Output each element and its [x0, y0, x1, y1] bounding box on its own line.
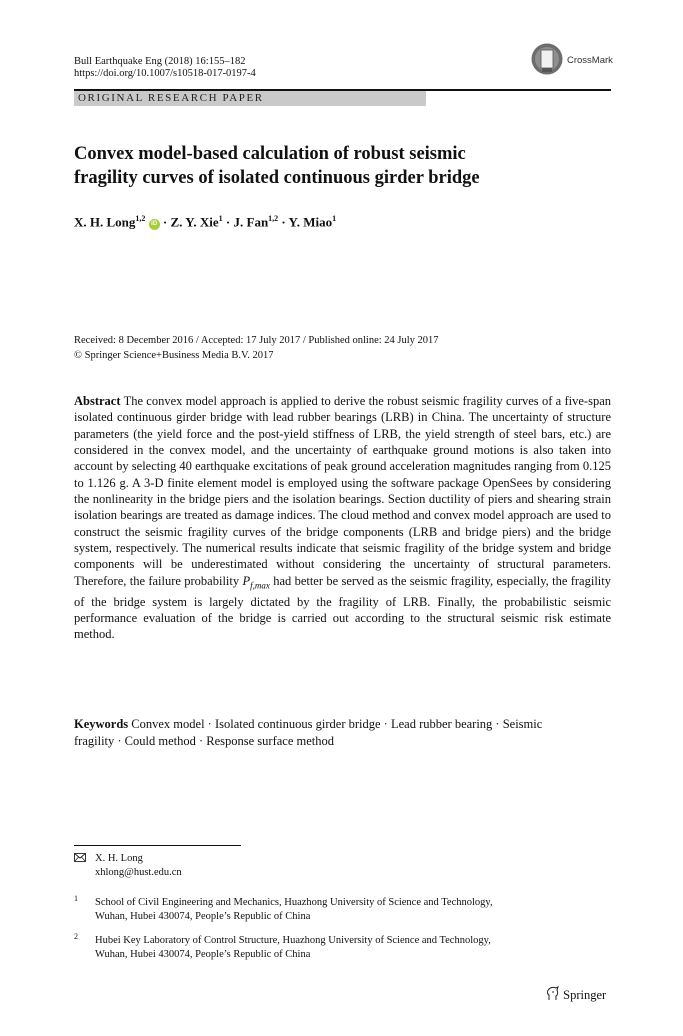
- keywords-text: Convex model · Isolated continuous girder bridge · Lead rubber bearing · Seismic fragility · Could method · Response surface method: [74, 717, 543, 748]
- publisher-logo: [546, 986, 606, 1003]
- affiliation-1: [95, 896, 595, 924]
- crossmark-icon[interactable]: [531, 43, 563, 75]
- journal-citation: Bull Earthquake Eng (2018) 16:155–182: [74, 56, 246, 67]
- dates-line: Received: 8 December 2016 / Accepted: 17 July 2017 / Published online: 24 July 2017: [74, 335, 439, 346]
- author-name[interactable]: Z. Y. Xie: [170, 214, 219, 230]
- author-name[interactable]: X. H. Long: [74, 214, 136, 230]
- keywords-label: Keywords: [74, 717, 129, 731]
- author-affiliation-sup: 1,2: [135, 214, 146, 223]
- envelope-icon[interactable]: [74, 853, 86, 862]
- doi-link[interactable]: https://doi.org/10.1007/s10518-017-0197-4: [74, 68, 256, 79]
- keywords: [74, 716, 544, 750]
- publication-dates: [74, 333, 439, 363]
- title-line-1: Convex model-based calculation of robust seismic: [74, 144, 466, 164]
- title-line-2: fragility curves of isolated continuous girder bridge: [74, 168, 480, 188]
- affiliation-line: Wuhan, Hubei 430074, People’s Republic of China: [95, 911, 311, 922]
- article-type-banner: [74, 91, 426, 106]
- affiliation-number: 1: [74, 894, 78, 903]
- affiliation-line: Wuhan, Hubei 430074, People’s Republic of China: [95, 949, 311, 960]
- copyright-line: © Springer Science+Business Media B.V. 2017: [74, 350, 274, 361]
- springer-horse-icon: [546, 986, 560, 1001]
- paper-title: [74, 142, 594, 190]
- abstract: [74, 393, 611, 643]
- abstract-text: had better be served as the seismic fragility, especially, the fragility of the bridge system is largely dictated by the fragility of LRB. Finally, the probabilistic seismic performance evaluation of the bridge is carried out according to the structural seismic risk estimate method.: [74, 573, 611, 642]
- crossmark-label[interactable]: CrossMark: [567, 55, 613, 66]
- author-list: X. H. Long$^{1,2}$ iD · Z. Y. Xie$^1$ · J. Fan$^{1,2}$ · Y. Miao$^1$: [74, 214, 337, 230]
- abstract-text: The convex model approach is applied to derive the robust seismic fragility curves of a five-span isolated continuous girder bridge with lead rubber bearings (LRB) in China. The uncertainty of structure parameters (the yield force and the post-yield stiffness of LRB, the yield strength of steel bars, etc.) are considered in the convex model, and the uncertainty of earthquake ground motions is also taken into account by selecting 40 earthquake excitations of peak ground acceleration magnitudes ranging from 0.125 to 1.126 g. A 3-D finite element model is employed using the software package OpenSees by considering the nonlinearity in the bridge piers and the isolation bearings. Section ductility of piers and shearing strain isolation bearings are treated as damage indices. The cloud method and convex model approach are used to construct the seismic fragility curves of the bridge components (LRB and bridge piers) and the bridge system, respectively. The numerical results indicate that seismic fragility of the bridge system and bridge components will be underestimated without considering the uncertainty of structural parameters. Therefore, the failure probability: [74, 394, 611, 588]
- author-affiliation-sup: 1,2: [268, 214, 279, 223]
- contact-email[interactable]: xhlong@hust.edu.cn: [95, 867, 182, 878]
- corresponding-author: [95, 852, 182, 880]
- article-type-label: ORIGINAL RESEARCH PAPER: [78, 92, 264, 104]
- failure-probability-subscript: f,max: [250, 580, 270, 591]
- author-name[interactable]: Y. Miao: [288, 214, 333, 230]
- affiliation-2: [95, 934, 595, 962]
- footnote-rule: [74, 845, 241, 846]
- publisher-name: Springer: [563, 988, 607, 1002]
- author-name[interactable]: J. Fan: [233, 214, 269, 230]
- orcid-icon[interactable]: iD: [149, 219, 160, 230]
- author-affiliation-sup: 1: [332, 214, 337, 223]
- abstract-label: Abstract: [74, 394, 121, 408]
- contact-name: X. H. Long: [95, 853, 143, 864]
- author-affiliation-sup: 1: [218, 214, 223, 223]
- affiliation-number: 2: [74, 932, 78, 941]
- affiliation-line: Hubei Key Laboratory of Control Structure, Huazhong University of Science and Technology,: [95, 935, 491, 946]
- affiliation-line: School of Civil Engineering and Mechanics, Huazhong University of Science and Technology,: [95, 897, 493, 908]
- failure-probability-symbol: P: [242, 573, 251, 588]
